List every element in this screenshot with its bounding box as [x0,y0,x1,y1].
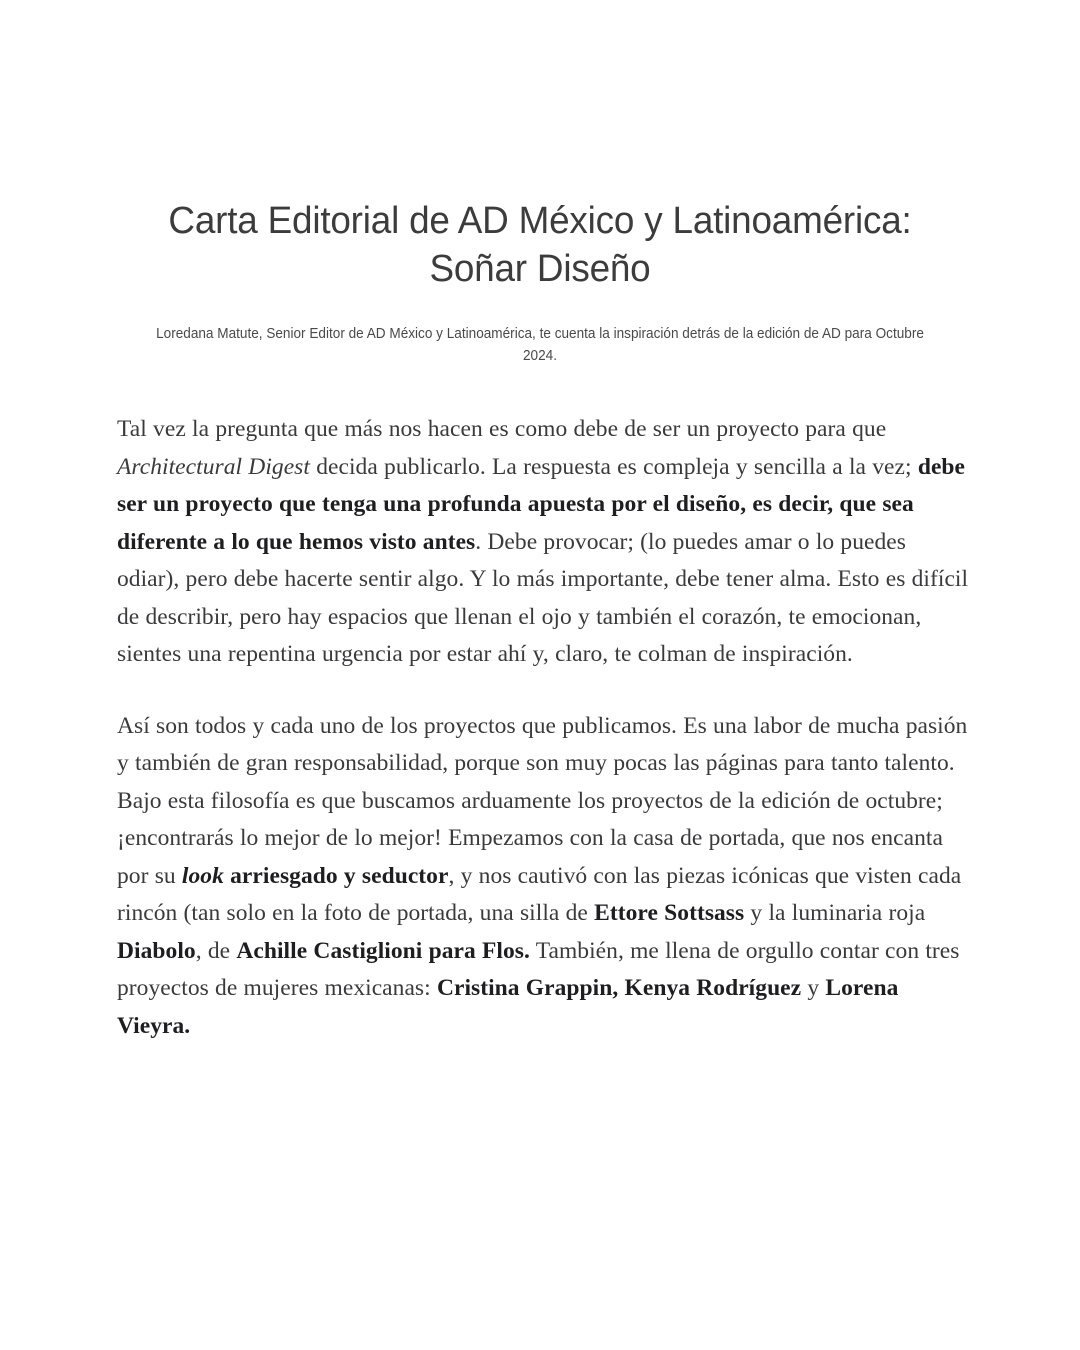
p2-text-lead: Así son todos y cada uno de los proyectos que publicamos. Es una labor de mucha pasión y también de gran responsabilidad, porque son muy pocas las páginas para tanto talento. Bajo esta filosofía es que buscamos arduamente los proyectos de la edición de octubre; ¡encontrarás lo mejor de lo mejor! Empezamos con la casa de portada, que nos encanta por su [117,712,968,889]
p1-text-lead: Tal vez la pregunta que más nos hacen es como debe de ser un proyecto para que [117,416,887,443]
p2-text-conjunction: y [801,975,826,1002]
p2-text-lamp: y la luminaria roja [744,900,926,927]
p2-text-de: , de [195,937,237,964]
page-title: Carta Editorial de AD México y Latinoamérica: Soñar Diseño [168,200,912,290]
article-dek: Loredana Matute, Senior Editor de AD México y Latinoamérica, te cuenta la inspiración detrás de la edición de AD para Octubre 2024. [156,326,924,365]
p1-emphasis-statement: debe ser un proyecto que tenga una profunda apuesta por el diseño, es decir, que sea diferente a lo que hemos visto antes [117,453,966,555]
p2-designer-vieyra: Lorena Vieyra. [117,975,899,1039]
p2-product-diabolo: Diabolo [117,937,196,964]
p2-text-tambien: También, me llena de orgullo contar con tres proyectos de mujeres mexicanas: [117,937,960,1002]
p2-designer-castiglioni: Achille Castiglioni para Flos. [236,937,530,964]
p2-text-after-descriptor: , y nos cautivó con las piezas icónicas que visten cada rincón (tan solo en la foto de portada, una silla de [117,862,962,927]
p1-text-mid: decida publicarlo. La respuesta es compleja y sencilla a la vez; [309,453,918,480]
p2-emphasis-descriptor: arriesgado y seductor [223,862,449,889]
article-header [0,0,1080,367]
article-body [0,367,1080,1045]
p2-designers-mexican-first: Cristina Grappin, Kenya Rodríguez [436,975,802,1002]
body-paragraph-1 [117,411,972,674]
body-paragraph-2 [117,708,972,1046]
p1-publication-name: Architectural Digest [117,453,310,480]
p2-designer-sottsass: Ettore Sottsass [594,900,745,927]
p1-text-tail: . Debe provocar; (lo puedes amar o lo puedes odiar), pero debe hacerte sentir algo. Y lo más importante, debe tener alma. Esto es difícil de describir, pero hay espacios que llenan el ojo y también el corazón, te emocionan, sientes una repentina urgencia por estar ahí y, claro, te colman de inspiración. [117,528,969,668]
p2-emphasis-look: look [181,862,224,889]
